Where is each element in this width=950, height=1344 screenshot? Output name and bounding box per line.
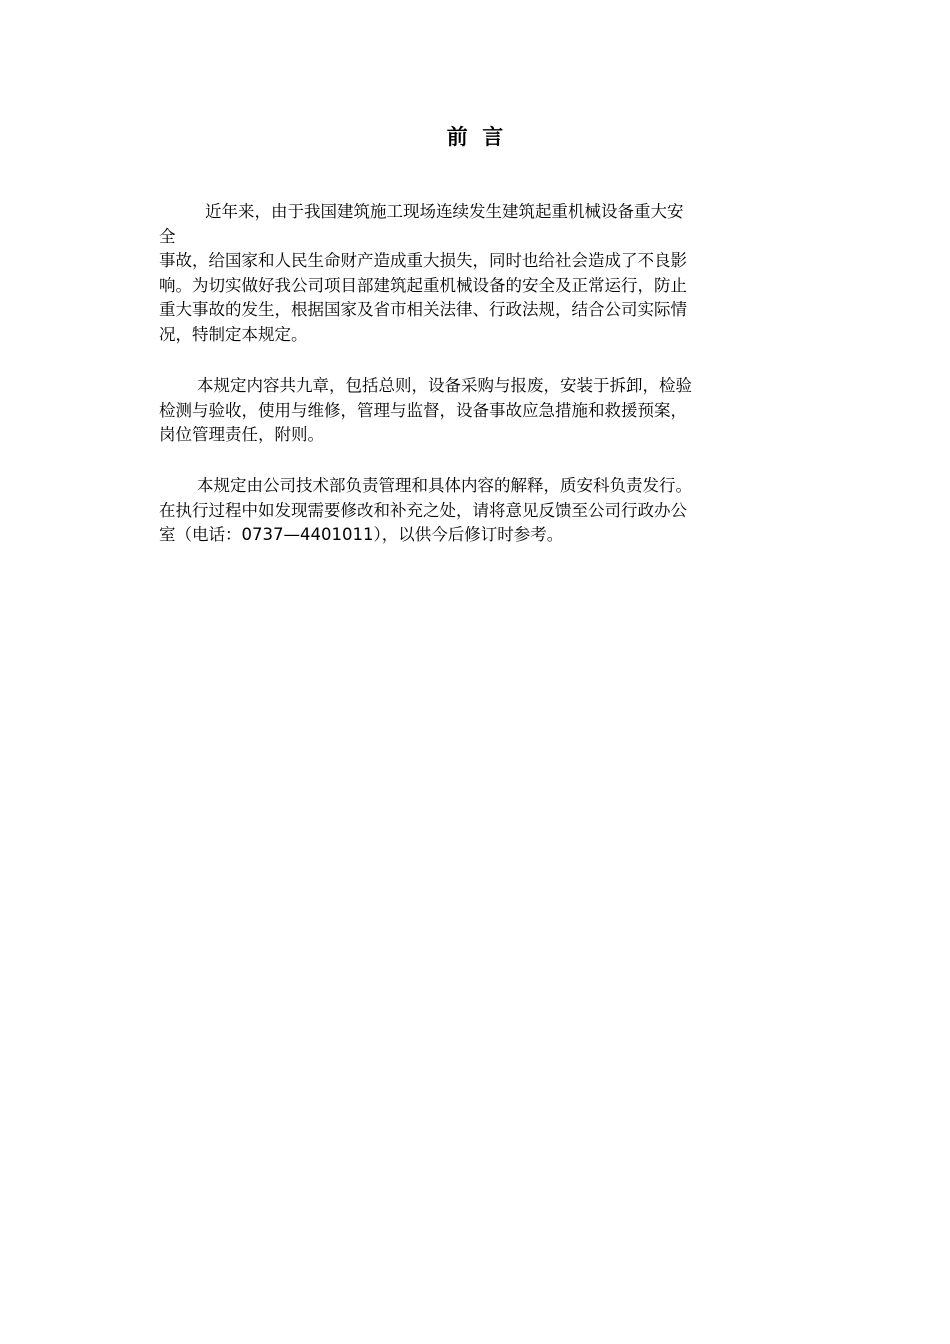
paragraph-contents (159, 374, 799, 448)
paragraph-responsibility (159, 474, 799, 548)
paragraph-line: 事故，给国家和人民生命财产造成重大损失，同时也给社会造成了不良影 (159, 251, 687, 270)
paragraph-intro (159, 200, 799, 347)
paragraph-line: 室（电话：0737—4401011），以供今后修订时参考。 (159, 525, 564, 544)
paragraph-line: 岗位管理责任，附则。 (159, 425, 324, 444)
paragraph-line: 响。为切实做好我公司项目部建筑起重机械设备的安全及正常运行，防止 (159, 275, 687, 295)
paragraph-line: 近年来，由于我国建筑施工现场连续发生建筑起重机械设备重大安 (205, 202, 684, 221)
paragraph-line: 在执行过程中如发现需要修改和补充之处，请将意见反馈至公司行政办公 (159, 500, 687, 520)
paragraph-line: 本规定由公司技术部负责管理和具体内容的解释，质安科负责发行。 (197, 476, 692, 495)
paragraph-line: 重大事故的发生，根据国家及省市相关法律、行政法规，结合公司实际情 (159, 300, 687, 319)
paragraph-line: 全 (159, 226, 176, 246)
page-title: 前 言 (446, 125, 504, 149)
paragraph-line: 况，特制定本规定。 (159, 324, 308, 344)
paragraph-line: 本规定内容共九章，包括总则，设备采购与报废，安装于拆卸，检验 (197, 376, 692, 395)
paragraph-line: 检测与验收，使用与维修，管理与监督，设备事故应急措施和救援预案， (159, 400, 687, 420)
